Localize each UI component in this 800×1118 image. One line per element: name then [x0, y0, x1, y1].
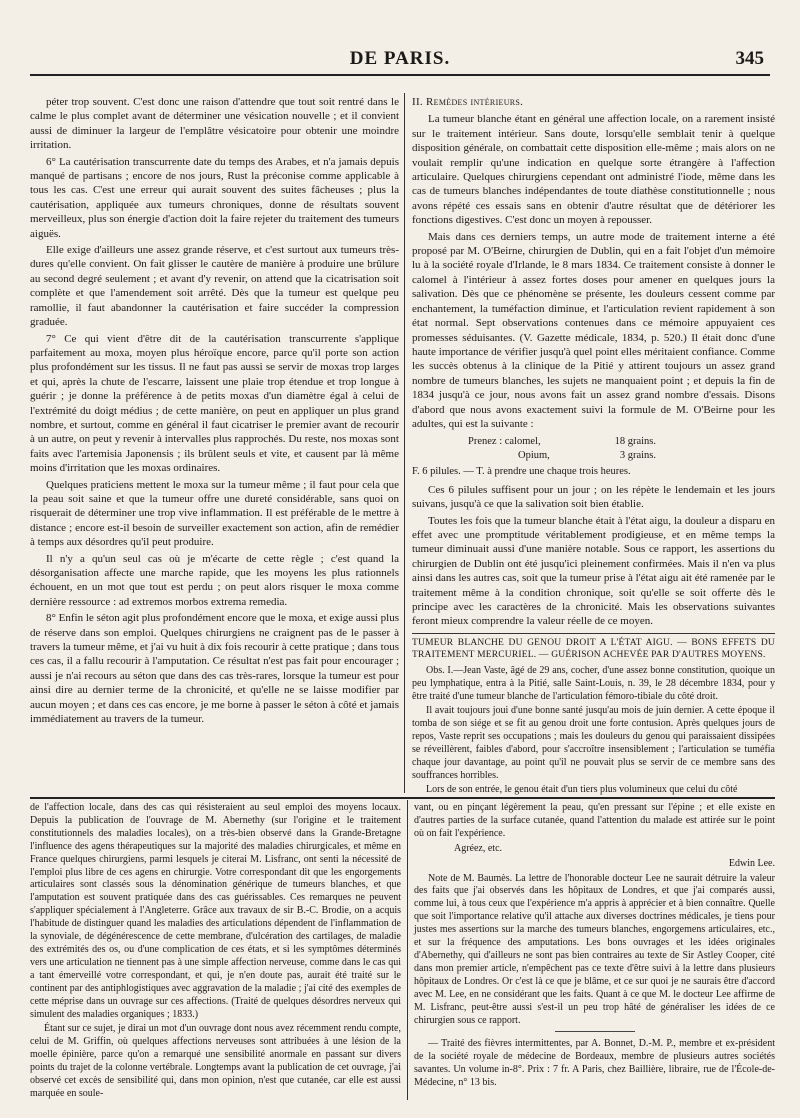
column-divider	[407, 800, 408, 1100]
case-title: TUMEUR BLANCHE DU GENOU DROIT A L'ÉTAT AIGU. — BONS EFFETS DU TRAITEMENT MERCURIEL. — GUÉRISON ACHEVÉE PAR D'AUTRES MOYENS.	[412, 637, 775, 660]
paragraph: La tumeur blanche étant en général une affection locale, on a rarement insisté sur le traitement intérieur. Sans doute, lorsqu'elle semblait tenir à quelque disposition générale, on combattait cette disposition elle-même ; mais alors on ne voulait remplir qu'une indication en quelque sorte étrangère à l'affection articulaire. Quelques chirurgiens cependant ont administré l'iode, même dans les cas de tumeurs blanches indépendantes de toute diathèse constitutionnelle ; nous avons répété ces essais sans en obtenir d'autre résultat que de détériorer les fonctions digestives. C'est donc un moyen à repousser.	[412, 113, 775, 227]
formula-dose: 3 grains.	[619, 450, 656, 462]
editor-note: Note de M. Baumès. La lettre de l'honorable docteur Lee ne saurait détruire la valeur des faits que j'ai observés dans les hôpitaux de Londres, et que j'ai comparés aussi, comme lui, à tous ceux que l'expérience m'a appris à apprécier et à bien connaître. Quelle que soit l'importance relative qu'il attache aux diverses doctrines médicales, je tiens pour justes mes assertions sur la marche des tumeurs blanches, engorgemens articulaires, etc., et sur la fréquence des amputations. Les bons ouvrages et les idées originales d'Abernethy, qui d'ailleurs ne sont pas bien contraires au texte de Sir Astley Cooper, cité dans mon premier article, n'empêchent pas ce texte d'être suivi à la lettre dans plusieurs hôpitaux de Londres. Or c'est là ce que je blâme, et ce sur quoi je ne saurais être d'accord avec M. Lee, en ne considérant que les faits. Quant à ce que M. le docteur Lee affirme de M. Lisfranc, peut-être aussi s'est-il un peu trop hâté de généraliser les idées de ce chirurgien sous ce rapport.	[414, 872, 775, 1026]
section-rule	[412, 633, 775, 634]
formula-row	[468, 435, 775, 449]
formula-note: F. 6 pilules. — T. à prendre une chaque trois heures.	[412, 466, 631, 478]
book-notice: — Traité des fièvres intermittentes, par A. Bonnet, D.-M. P., membre et ex-président de la société royale de médecine de Bordeaux, membre de plusieurs autres sociétés savantes. Un volume in-8°. Prix : 7 fr. A Paris, chez Baillière, libraire, rue de l'École-de-Médecine, n° 13 bis.	[414, 1038, 775, 1089]
paragraph: Mais dans ces derniers temps, un autre mode de traitement interne a été proposé par M. O'Beirne, chirurgien de Dublin, qui en a fait l'objet d'un mémoire lu à la société royale d'Irlande, le 8 mars 1834. Ce traitement consiste à donner le calomel à l'intérieur à assez fortes doses pour amener en quelques jours la salivation. Dès que ce phénomène se présente, les douleurs cessent comme par enchantement, la tuméfaction diminue, et l'articulation revient rapidement à son état normal. Sept observations contenues dans ce mémoire appuyaient ces promesses séduisantes. (V. Gazette médicale, 1834, p. 520.) Il était donc d'une haute importance de vérifier jusqu'à quel point elles méritaient confiance. Comme les succès obtenus à la clinique de la Pitié y attirent toujours un assez grand nombre de tumeurs blanches, les sujets ne manquaient point ; et depuis la fin de 1834 jusqu'à ce jour, nous avons fait un assez grand nombre d'essais. Disons d'abord que nous avons exactement suivi la formule de M. O'Beirne pour les adultes, qui est la suivante :	[412, 230, 775, 430]
prescription-formula	[468, 435, 775, 463]
running-title: DE PARIS.	[349, 48, 451, 69]
paragraph: 6° La cautérisation transcurrente date du temps des Arabes, et n'a jamais depuis manqué de partisans ; encore de nos jours, Rust la préconise comme applicable à tous les cas. C'est une erreur qui aurait souvent des suites fâcheuses ; plus la cautérisation, appliquée aux tumeurs chroniques, donne de résultats souvent merveilleux, plus son énergie d'action doit la faire rejeter du traitement des tumeurs aiguës.	[30, 155, 399, 240]
section-divider	[30, 797, 775, 799]
header-rule	[30, 74, 770, 76]
paragraph: Lors de son entrée, le genou était d'un tiers plus volumineux que celui du côté	[426, 783, 738, 795]
paragraph: Quelques praticiens mettent le moxa sur la tumeur même ; il faut pour cela que la peau soit saine et que la tumeur offre une dureté considérable, sans quoi on risquerait de déterminer une trop vive inflammation. Il est préférable de le mettre à distance ; encore est-il besoin de surveiller exactement son action, afin de remédier à temps aux désordres qu'il peut produire.	[30, 478, 399, 549]
left-column	[30, 95, 399, 728]
paragraph: Obs. I.—Jean Vaste, âgé de 29 ans, cocher, d'une assez bonne constitution, quoique un peu lymphatique, entra à la Pitié, salle Saint-Louis, n. 39, le 28 décembre 1834, pour y être traité d'une tumeur blanche de l'articulation fémoro-tibiale du côté droit.	[412, 664, 775, 702]
formula-dose: 18 grains.	[614, 436, 656, 448]
right-column	[412, 95, 775, 797]
page-header	[30, 44, 770, 84]
paragraph: Elle exige d'ailleurs une assez grande réserve, et c'est surtout aux tumeurs très-dures qu'elle convient. On fait glisser le cautère de manière à produire une brûlure au second degré seulement ; et avant d'y revenir, on attend que la cicatrisation soit complète et que l'amendement soit arrêté. Dès que la tumeur est quelque peu ramollie, il faut abandonner la cautérisation et faire succéder la compression graduée.	[30, 244, 399, 329]
section-heading: II. Remèdes intérieurs.	[412, 96, 524, 108]
paragraph: Il n'y a qu'un seul cas où je m'écarte de cette règle ; c'est quand la désorganisation affecte une marche rapide, que les moyens les plus rationnels échouent, en un mot que tout est perdu ; on peut alors risquer le moxa comme dernière ressource : ad extremos morbos extrema remedia.	[30, 552, 399, 608]
paragraph: 7° Ce qui vient d'être dit de la cautérisation transcurrente s'applique parfaitement au moxa, moyen plus héroïque encore, parce qu'il porte son action plus profondément sur les tissus. Il ne faut pas aussi se servir de moxas trop larges et qui, après la chute de l'escarre, laissent une plaie trop étendue et trop longue à guérir ; je donne la préférence à de petits moxas d'un diamètre égal à celui de l'extrémité du doigt médius ; de cette manière, on peut en appliquer un plus grand nombre, et surtout, comme en général il faut cicatriser le premier avant de recourir à un autre, on peut y revenir à intervalles plus rapprochés. Du reste, nos moxas sont faits avec l'artemisia Japonensis ; ils brûlent seuls et vite, et causent par là même moins d'irritation que les moxas ordinaires.	[30, 332, 399, 475]
paragraph: Il avait toujours joui d'une bonne santé jusqu'au mois de juin dernier. A cette époque il tomba de son siége et se fit au genou droit une forte contusion. Après quelques jours de repos, Vaste reprit ses occupations ; mais les douleurs du genou qui paraissaient dissipées se réveillèrent, faibles d'abord, pour s'accroître insensiblement ; l'articulation se tuméfia chaque jour davantage, au point qu'il ne pouvait plus se servir de ce membre sans des souffrances horribles.	[412, 704, 775, 781]
paragraph: Étant sur ce sujet, je dirai un mot d'un ouvrage dont nous avez récemment rendu compte, celui de M. Griffin, où quelques affections nerveuses sont attribuées à une lésion de la moelle épinière, parce qu'on a remarqué une sensibilité anormale en passant sur divers points du trajet de la colonne vertébrale. Longtemps avant la publication de cet ouvrage, j'ai observé cet excès de sensibilité qui, dans mon opinion, n'est que cutanée, car elle est aussi marquée en soule-	[30, 1023, 401, 1099]
paragraph: Ces 6 pilules suffisent pour un jour ; on les répète le lendemain et les jours suivans, jusqu'à ce que la salivation soit bien établie.	[412, 483, 775, 511]
paragraph: 8° Enfin le séton agit plus profondément encore que le moxa, et exige aussi plus de réserve dans son emploi. Quelques chirurgiens ne craignent pas de le passer à travers la tumeur même, et j'ai vu huit à dix fois recourir à cette pratique ; dans tous ces cas, il a fallu recourir à l'amputation. Ce résultat n'est pas fait pour encourager ; aussi je n'ai recours au séton que dans des cas très-rares, lorsque la tumeur est pour ainsi dire au dernier terme de la chronicité, et qu'elle ne se laisse modifier par aucun moyen ; et dans ces cas encore, je me borne à passer le séton à côté et jamais immédiatement au travers de la tumeur.	[30, 612, 399, 726]
formula-drug: Prenez : calomel,	[468, 436, 541, 448]
formula-row	[468, 449, 775, 463]
case-observation	[412, 664, 775, 796]
paragraph: Toutes les fois que la tumeur blanche était à l'état aigu, la douleur a disparu en effet avec une promptitude véritablement prodigieuse, et en même temps la tumeur diminuait aussi d'une manière notable. Sous ce rapport, les assertions du chirurgien de Dublin ont été jusqu'ici pleinement confirmées. Mais il n'en va plus ainsi dans les autres cas, soit que la tumeur prise à l'état aigu ait été ramenée par le traitement même à la condition chronique, soit qu'elle se soit offerte dès le principe avec les caractères de la chronicité. Mais les observations suivantes feront mieux comprendre la valeur réelle de ce moyen.	[412, 514, 776, 628]
signoff: Agréez, etc.	[454, 842, 503, 854]
page-number: 345	[735, 48, 764, 69]
bottom-right-column	[414, 802, 775, 1092]
column-divider	[404, 93, 405, 793]
bottom-left-column	[30, 802, 401, 1103]
paragraph: de l'affection locale, dans des cas qui résisteraient au seul emploi des moyens locaux. Depuis la publication de l'ouvrage de M. Abernethy (sur l'origine et le traitement constitutionnels des maladies locales), on a très-bien observé dans la Grande-Bretagne l'influence des agens thérapeutiques sur la majorité des maladies chirurgicales, et même en France quelques chirurgiens, parmi lesquels je citerai M. Lisfranc, ont senti la nécessité de l'emploi plus libre de ces agens en chirurgie. Votre correspondant dit que les engorgements articulaires sont classés sous la dénomination générique de tumeurs blanches, et que l'amputation est souvent pratiquée dans des cas guérissables. Ces remarques ne peuvent s'appliquer spécialement à l'Angleterre. Grâce aux travaux de sir B.-C. Brodie, on a acquis l'habitude de distinguer quand les maladies des articulations dépendent de l'inflammation de la synoviale, de dégénérescence de cette membrane, d'ulcération des cartilages, de maladie des extrémités des os, ou d'une complication de ces états, et si les symptômes déterminés vers une articulation ne tiennent pas à une simple affection nerveuse, comme dans le cas qui a tant émerveillé votre correspondant, et qui, je n'en doute pas, aurait été traité sur le continent par des antiphlogistiques avec aggravation de la maladie ; j'ai cité des exemples de cette méprise dans un ouvrage sur ces affections. (Traité de quelques désordres nerveux qui simulent des maladies organiques ; 1833.)	[30, 802, 401, 1020]
notice-rule	[555, 1031, 635, 1032]
paragraph: vant, ou en pinçant légèrement la peau, qu'en pressant sur l'épine ; et elle existe en d'autres parties de la surface cutanée, quand l'attention du malade est attirée sur le point où on fait l'expérience.	[414, 802, 775, 839]
formula-drug: Opium,	[518, 450, 550, 462]
paragraph: péter trop souvent. C'est donc une raison d'attendre que tout soit rentré dans le calme le plus complet avant de déterminer une vésication nouvelle ; et il convient aussi de diminuer la largeur de l'emplâtre vésicatoire pour obtenir une moindre irritation.	[30, 96, 399, 152]
signature: Edwin Lee.	[728, 857, 775, 869]
